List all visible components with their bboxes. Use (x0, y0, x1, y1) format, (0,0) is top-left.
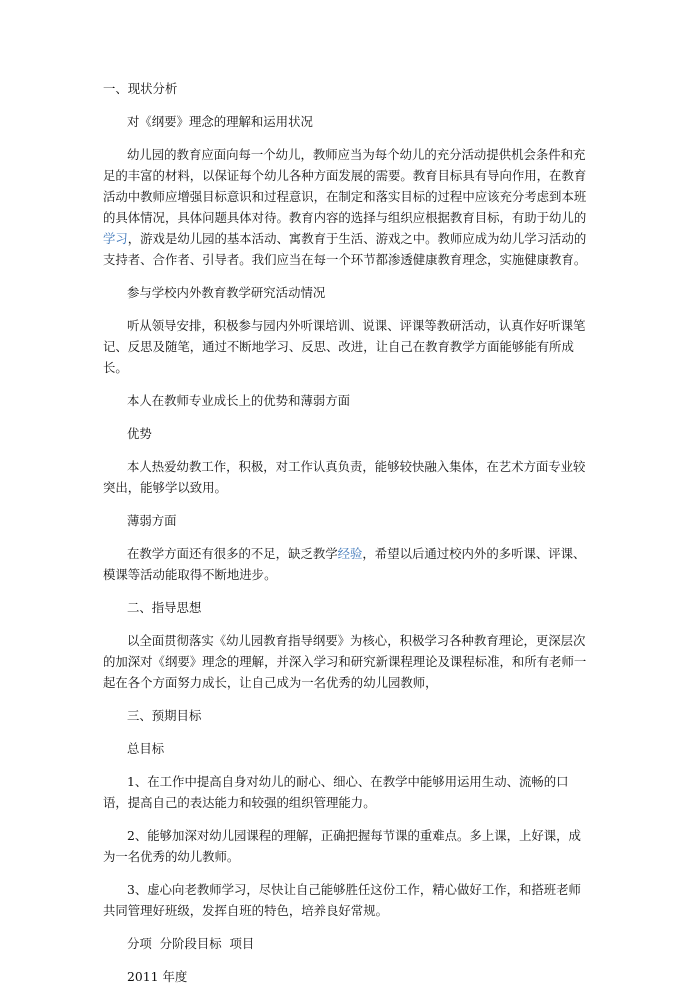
goal-item-2: 2、能够加深对幼儿园课程的理解，正确把握每节课的重难点。多上课，上好课，成为一名优秀的幼儿教师。 (103, 828, 581, 864)
subheading-outline-application: 对《纲要》理念的理解和运用状况 (127, 114, 313, 129)
paragraph-text: ，游戏是幼儿园的基本活动、寓教育于生活、游戏之中。教师应成为幼儿学习活动的支持者、合作者、引导者。我们应当在每一个环节都渗透健康教育理念，实施健康教育。 (103, 231, 587, 267)
subheading-strengths-weaknesses: 本人在教师专业成长上的优势和薄弱方面 (127, 393, 351, 408)
section-2-title: 二、指导思想 (127, 600, 202, 615)
goal-item-1: 1、在工作中提高自身对幼儿的耐心、细心、在教学中能够用运用生动、流畅的口语，提高自己的表达能力和较强的组织管理能力。 (103, 774, 569, 810)
goal-item-3: 3、虚心向老教师学习，尽快让自己能够胜任这份工作，精心做好工作，和搭班老师共同管理好班级，发挥自班的特色，培养良好常规。 (103, 882, 581, 918)
table-header-row: 分项 分阶段目标 项目 (127, 936, 255, 951)
paragraph-kindergarten-education (103, 144, 591, 270)
strength-title: 优势 (127, 426, 152, 441)
learning-link[interactable]: 学习 (103, 231, 128, 246)
paragraph-research-activities: 听从领导安排，积极参与园内外听课培训、说课、评课等教研活动，认真作好听课笔记、反思及随笔，通过不断地学习、反思、改进，让自己在教育教学方面能够能有所成长。 (103, 318, 586, 375)
section-1-title: 一、现状分析 (103, 81, 178, 96)
subheading-research-activities: 参与学校内外教育教学研究活动情况 (127, 285, 326, 300)
paragraph-weaknesses (103, 543, 591, 585)
year-label: 2011 年度 (127, 969, 188, 984)
paragraph-text: ，希望以后通过校内外的多听课、评课、模课等活动能取得不断地进步。 (103, 546, 586, 582)
weakness-title: 薄弱方面 (127, 513, 177, 528)
paragraph-text: 在教学方面还有很多的不足，缺乏教学 (127, 546, 338, 561)
document-body (103, 78, 591, 999)
section-3-title: 三、预期目标 (127, 708, 202, 723)
overall-goal-title: 总目标 (127, 741, 165, 756)
paragraph-guiding-ideology: 以全面贯彻落实《幼儿园教育指导纲要》为核心，积极学习各种教育理论，更深层次的加深对《纲要》理念的理解，并深入学习和研究新课程理论及课程标准，和所有老师一起在各个方面努力成长，让自己成为一名优秀的幼儿园教师， (103, 633, 587, 690)
paragraph-text: 幼儿园的教育应面向每一个幼儿，教师应当为每个幼儿的充分活动提供机会条件和充足的丰富的材料，以保证每个幼儿各种方面发展的需要。教育目标具有导向作用，在教育活动中教师应增强目标意识和过程意识，在制定和落实目标的过程中应该充分考虑到本班的具体情况，具体问题具体对待。教育内容的选择与组织应根据教育目标，有助于幼儿的 (103, 147, 587, 225)
paragraph-strengths: 本人热爱幼教工作，积极，对工作认真负责，能够较快融入集体，在艺术方面专业较突出，能够学以致用。 (103, 459, 586, 495)
experience-link[interactable]: 经验 (337, 546, 363, 561)
